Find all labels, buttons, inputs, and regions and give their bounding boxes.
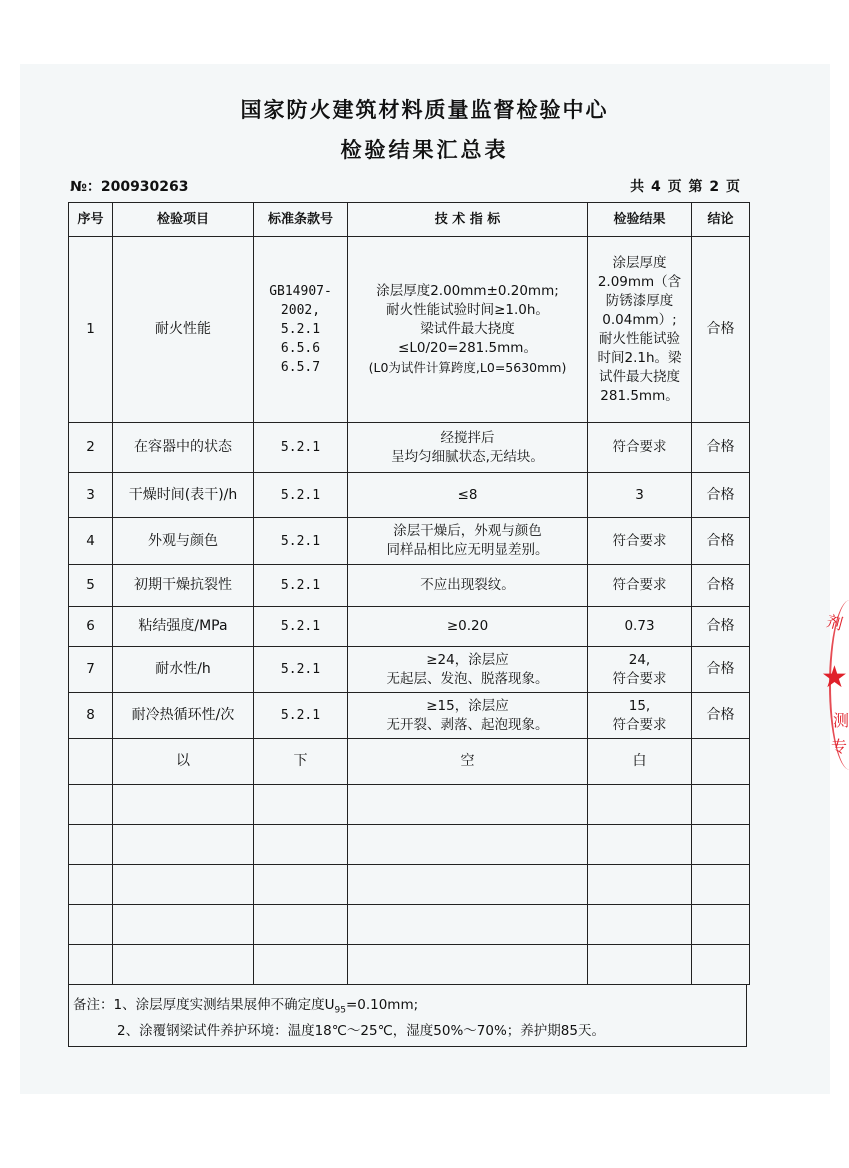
result-line: 试件最大挠度	[599, 368, 680, 385]
table-title: 检验结果汇总表	[340, 138, 509, 162]
note-1-suffix: =0.10mm;	[345, 997, 419, 1013]
result-line: 符合要求	[612, 716, 667, 733]
spec-line: (L0为试件计算跨度,L0=5630mm)	[368, 360, 567, 375]
spec-line: 无开裂、剥落、起泡现象。	[386, 716, 549, 733]
cell-conclusion: 合格	[692, 237, 750, 423]
blank-marker-row	[69, 739, 750, 785]
org-title: 国家防火建筑材料质量监督检验中心	[240, 98, 609, 122]
cell-spec: ≥0.20	[348, 607, 588, 647]
cell-item: 粘结强度/MPa	[113, 607, 254, 647]
cell-std	[254, 237, 348, 423]
std-line: 2002,	[280, 303, 321, 318]
cell-seq: 8	[69, 693, 113, 739]
cell-item: 耐水性/h	[113, 647, 254, 693]
cell-spec: ≤8	[348, 473, 588, 518]
results-table	[68, 202, 750, 985]
empty-row	[69, 945, 750, 985]
cell-conclusion: 合格	[692, 473, 750, 518]
cell-item: 耐火性能	[113, 237, 254, 423]
star-icon: ★	[821, 660, 848, 695]
cell-conclusion: 合格	[692, 607, 750, 647]
result-line: 15,	[628, 697, 651, 714]
cell-result: 符合要求	[588, 518, 692, 565]
document-number-label: №：	[70, 179, 101, 195]
empty-row	[69, 785, 750, 825]
document-number	[70, 176, 189, 196]
spec-line: ≥15，涂层应	[426, 697, 509, 714]
cell-conclusion: 合格	[692, 693, 750, 739]
cell-spec	[348, 237, 588, 423]
cell-std: 5.2.1	[254, 423, 348, 473]
note-1-subscript: 95	[334, 1005, 346, 1016]
table-row	[69, 693, 750, 739]
page-info: 共 4 页 第 2 页	[630, 179, 741, 195]
spec-line: 梁试件最大挠度	[420, 321, 515, 337]
spec-line: 呈均匀细腻状态,无结块。	[391, 448, 544, 465]
cell-std: 5.2.1	[254, 607, 348, 647]
std-line: 5.2.1	[280, 322, 321, 337]
cell-result: 符合要求	[588, 565, 692, 607]
result-line: 耐火性能试验	[599, 330, 680, 347]
cell-spec: 不应出现裂纹。	[348, 565, 588, 607]
table-row	[69, 423, 750, 473]
cell-result: 符合要求	[588, 423, 692, 473]
cell-conclusion: 合格	[692, 518, 750, 565]
cell-std: 5.2.1	[254, 518, 348, 565]
result-line: 24,	[628, 651, 651, 668]
blank-marker-3: 空	[348, 739, 588, 785]
cell-seq: 6	[69, 607, 113, 647]
spec-line: 涂层干燥后，外观与颜色	[393, 523, 542, 539]
cell-result: 0.73	[588, 607, 692, 647]
table-row	[69, 607, 750, 647]
cell-item: 干燥时间(表干)/h	[113, 473, 254, 518]
cell-seq: 1	[69, 237, 113, 423]
spec-line: 经搅拌后	[440, 429, 495, 446]
cell-empty	[692, 739, 750, 785]
cell-std: 5.2.1	[254, 693, 348, 739]
cell-spec	[348, 693, 588, 739]
cell-result	[588, 237, 692, 423]
cell-result: 3	[588, 473, 692, 518]
spec-line: ≤L0/20=281.5mm。	[398, 340, 537, 356]
cell-conclusion: 合格	[692, 647, 750, 693]
stamp-char: 测	[833, 711, 849, 730]
std-line: 6.5.7	[280, 360, 321, 375]
spec-line: ≥24，涂层应	[426, 651, 509, 668]
cell-item: 耐冷热循环性/次	[113, 693, 254, 739]
spec-line: 耐火性能试验时间≥1.0h。	[386, 302, 549, 318]
spec-line: 同样品相比应无明显差别。	[386, 542, 549, 558]
blank-marker-2: 下	[254, 739, 348, 785]
table-row	[69, 565, 750, 607]
note-1-text: 备注：1、涂层厚度实测结果展伸不确定度U	[73, 997, 335, 1013]
cell-seq: 7	[69, 647, 113, 693]
result-line: 涂层厚度	[612, 254, 667, 271]
notes-section	[68, 985, 747, 1047]
cell-seq: 4	[69, 518, 113, 565]
spec-line: 无起层、发泡、脱落现象。	[386, 670, 549, 687]
cell-std: 5.2.1	[254, 647, 348, 693]
note-line-2: 2、涂覆钢梁试件养护环境：温度18℃～25℃，湿度50%～70%；养护期85天。	[117, 1023, 605, 1039]
blank-marker-1: 以	[113, 739, 254, 785]
col-header-conclusion: 结论	[692, 203, 750, 237]
col-header-spec: 技 术 指 标	[348, 203, 588, 237]
empty-row	[69, 865, 750, 905]
cell-conclusion: 合格	[692, 565, 750, 607]
table-row	[69, 518, 750, 565]
table-row	[69, 237, 750, 423]
cell-std: 5.2.1	[254, 473, 348, 518]
result-line: 2.09mm（含	[597, 273, 682, 290]
result-line: 防锈漆厚度	[605, 292, 674, 309]
cell-item: 外观与颜色	[113, 518, 254, 565]
col-header-result: 检验结果	[588, 203, 692, 237]
red-seal-stamp	[815, 600, 849, 770]
result-line: 符合要求	[612, 670, 667, 687]
cell-seq: 2	[69, 423, 113, 473]
stamp-char: 剂	[824, 611, 845, 634]
cell-item: 初期干燥抗裂性	[113, 565, 254, 607]
result-line: 281.5mm。	[600, 387, 679, 404]
std-line: 6.5.6	[280, 341, 321, 356]
cell-spec	[348, 518, 588, 565]
col-header-item: 检验项目	[113, 203, 254, 237]
table-row	[69, 647, 750, 693]
result-line: 时间2.1h。梁	[597, 349, 682, 366]
table-header-row	[69, 203, 750, 237]
empty-row	[69, 825, 750, 865]
cell-spec	[348, 647, 588, 693]
cell-item: 在容器中的状态	[113, 423, 254, 473]
cell-conclusion: 合格	[692, 423, 750, 473]
col-header-seq: 序号	[69, 203, 113, 237]
note-line-1	[73, 993, 419, 1016]
cell-result	[588, 693, 692, 739]
table-row	[69, 473, 750, 518]
result-line: 0.04mm）;	[602, 311, 677, 328]
cell-seq: 5	[69, 565, 113, 607]
cell-result	[588, 647, 692, 693]
cell-std: 5.2.1	[254, 565, 348, 607]
stamp-char: 专	[831, 737, 848, 756]
cell-spec	[348, 423, 588, 473]
spec-line: 涂层厚度2.00mm±0.20mm;	[376, 283, 559, 299]
cell-empty	[69, 739, 113, 785]
document-number-value: 200930263	[100, 179, 189, 195]
blank-marker-4: 白	[588, 739, 692, 785]
col-header-std: 标准条款号	[254, 203, 348, 237]
cell-seq: 3	[69, 473, 113, 518]
empty-row	[69, 905, 750, 945]
std-line: GB14907-	[269, 284, 332, 299]
